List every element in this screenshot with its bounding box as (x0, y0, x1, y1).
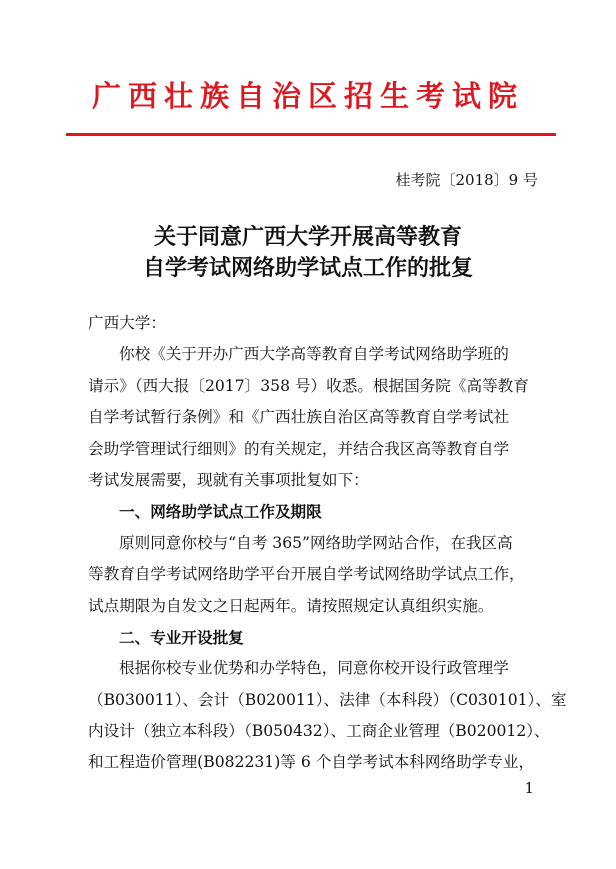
header-red-rule (66, 133, 556, 136)
title-line-1: 关于同意广西大学开展高等教育 (153, 224, 462, 250)
section-heading-2: 二、专业开设批复 (119, 627, 244, 647)
addressee: 广西大学： (88, 314, 166, 332)
body-line: （B030011）、会计（B020011）、法律（本科段）（C030101）、室 (88, 690, 567, 709)
body-line: 根据你校专业优势和办学特色，同意你校开设行政管理学 (119, 659, 509, 678)
issuer-header: 广西壮族自治区招生考试院 (91, 79, 524, 113)
body-line: 会助学管理试行细则》的有关规定，并结合我区高等教育自学 (88, 439, 510, 458)
title-line-2: 自学考试网络助学试点工作的批复 (142, 255, 473, 281)
body-line: 原则同意你校与“自考 365”网络助学网站合作，在我区高 (119, 533, 513, 552)
page-number: 1 (524, 779, 534, 797)
body-line: 自学考试暂行条例》和《广西壮族自治区高等教育自学考试社 (88, 408, 510, 427)
body-line: 请示》（西大报〔2017〕358 号）收悉。根据国务院《高等教育 (88, 376, 529, 395)
body-line: 你校《关于开办广西大学高等教育自学考试网络助学班的 (119, 345, 509, 364)
body-line: 考试发展需要，现就有关事项批复如下： (88, 470, 369, 489)
body-line: 试点期限为自发文之日起两年。请按照规定认真组织实施。 (88, 596, 494, 615)
body-line: 等教育自学考试网络助学平台开展自学考试网络助学试点工作， (88, 565, 525, 584)
document-body (88, 308, 567, 779)
body-line: 和工程造价管理(B082231)等 6 个自学考试本科网络助学专业， (88, 753, 535, 772)
document-number: 桂考院〔2018〕9 号 (395, 171, 538, 189)
body-line: 内设计（独立本科段）（B050432）、工商企业管理（B020012）、 (88, 722, 550, 741)
document-title (0, 222, 616, 284)
section-heading-1: 一、网络助学试点工作及期限 (119, 502, 322, 522)
